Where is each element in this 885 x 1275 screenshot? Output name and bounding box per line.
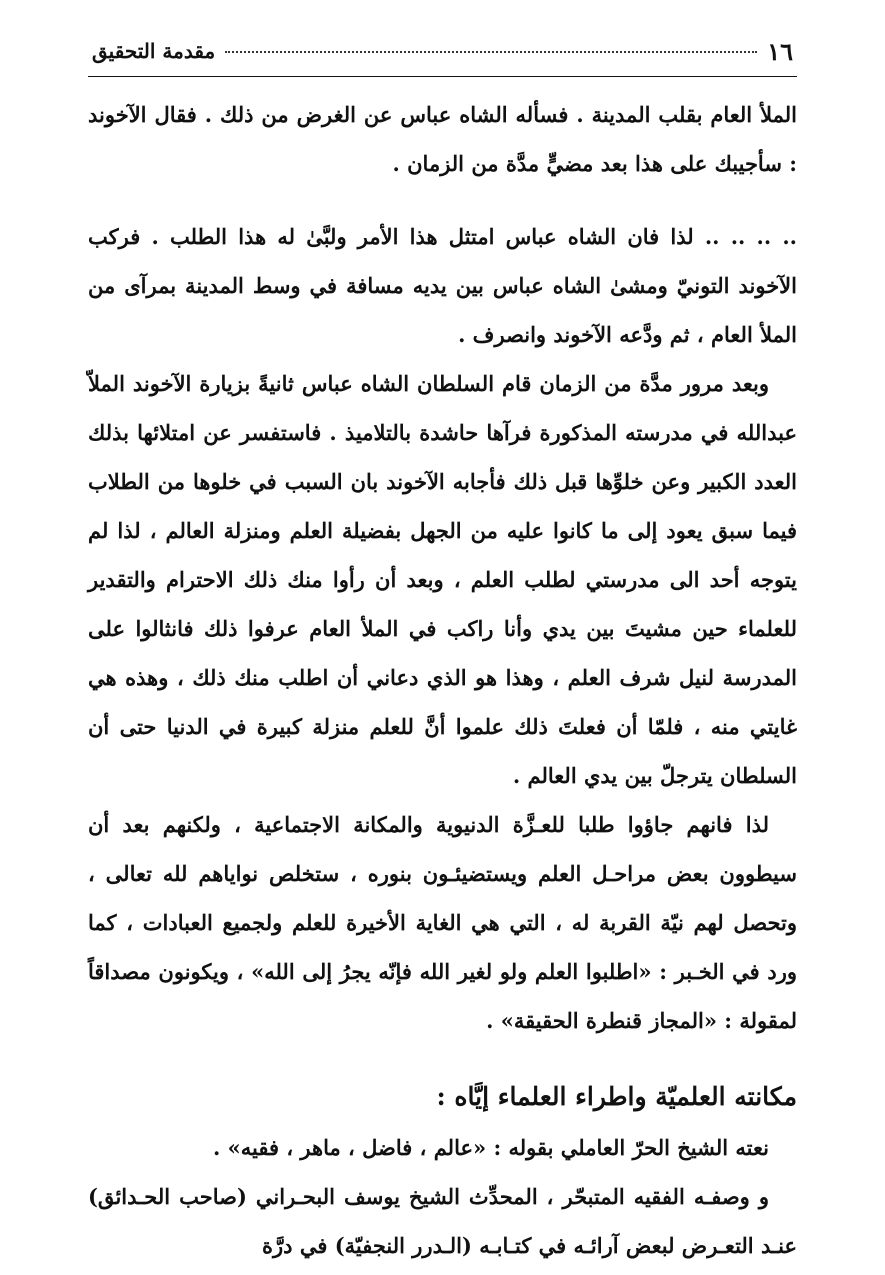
section-gap bbox=[88, 1045, 797, 1071]
paragraph-2: .. .. .. .. لذا فان الشاه عباس امتثل هذا الأمر ولبَّىٰ له هذا الطلب . فركب الآخوند التونيّ ومشىٰ الشاه عباس بين يديه مسافة في وسط المدينة بمرآى من الملأ العام ، ثم ودَّعه الآخوند وانصرف . bbox=[88, 224, 797, 347]
section-paragraph-2: و وصفـه الفقيه المتبحّر ، المحدِّث الشيخ يوسف البحـراني (صاحب الحـدائق) عنـد التعـرض لبعض آرائـه في كتـابـه (الـدرر النجفيّة) في درَّة bbox=[88, 1184, 797, 1258]
paragraph-1: الملأ العام بقلب المدينة . فسأله الشاه عباس عن الغرض من ذلك . فقال الآخوند : سأجيبك على هذا بعد مضيٍّ مدَّة من الزمان . bbox=[88, 102, 797, 176]
body-text bbox=[88, 90, 797, 1270]
paragraph-gap bbox=[88, 188, 797, 212]
running-head bbox=[92, 34, 793, 68]
paragraph-3: وبعد مرور مدَّة من الزمان قام السلطان الشاه عباس ثانيةً بزيارة الآخوند الملاّ عبدالله في مدرسته المذكورة فرآها حاشدة بالتلاميذ . فاستفسر عن امتلائها بذلك العدد الكبير وعن خلوِّها قبل ذلك فأجابه الآخوند بان السبب في خلوها من الطلاب فيما سبق يعود إلى ما كانوا عليه من الجهل بفضيلة العلم ومنزلة العالم ، لذا لم يتوجه أحد الى مدرستي لطلب العلم ، وبعد أن رأوا منك ذلك الاحترام والتقدير للعلماء حين مشيتَ بين يدي وأنا راكب في الملأ العام عرفوا ذلك فانثالوا على المدرسة لنيل شرف العلم ، وهذا هو الذي دعاني أن اطلب منك ذلك ، وهذه هي غايتي منه ، فلمّا أن فعلتَ ذلك علموا أنَّ للعلم منزلة كبيرة في الدنيا حتى أن السلطان يترجلّ بين يدي العالم . bbox=[88, 371, 797, 788]
page-number: ١٦ bbox=[767, 36, 793, 66]
header-rule bbox=[88, 76, 797, 77]
leader-dots bbox=[225, 50, 757, 53]
section-paragraph-1: نعته الشيخ الحرّ العاملي بقوله : «عالم ، فاضل ، ماهر ، فقيه» . bbox=[213, 1135, 769, 1160]
paragraph-4: لذا فانهم جاؤوا طلبا للعـزَّة الدنيوية والمكانة الاجتماعية ، ولكنهم بعد أن سيطوون بعض مراحـل العلم ويستضيئـون بنوره ، ستخلص نواياهم لله تعالى ، وتحصل لهم نيّة القربة له ، التي هي الغاية الأخيرة للعلم ولجميع العبادات ، كما ورد في الخـبر : «اطلبوا العلم ولو لغير الله فإنّه يجرُ إلى الله» ، ويكونون مصداقاً لمقولة : «المجاز قنطرة الحقيقة» . bbox=[88, 812, 797, 1033]
section-heading: مكانته العلميّة واطراء العلماء إيَّاه : bbox=[436, 1082, 797, 1111]
running-title: مقدمة التحقيق bbox=[92, 39, 216, 63]
